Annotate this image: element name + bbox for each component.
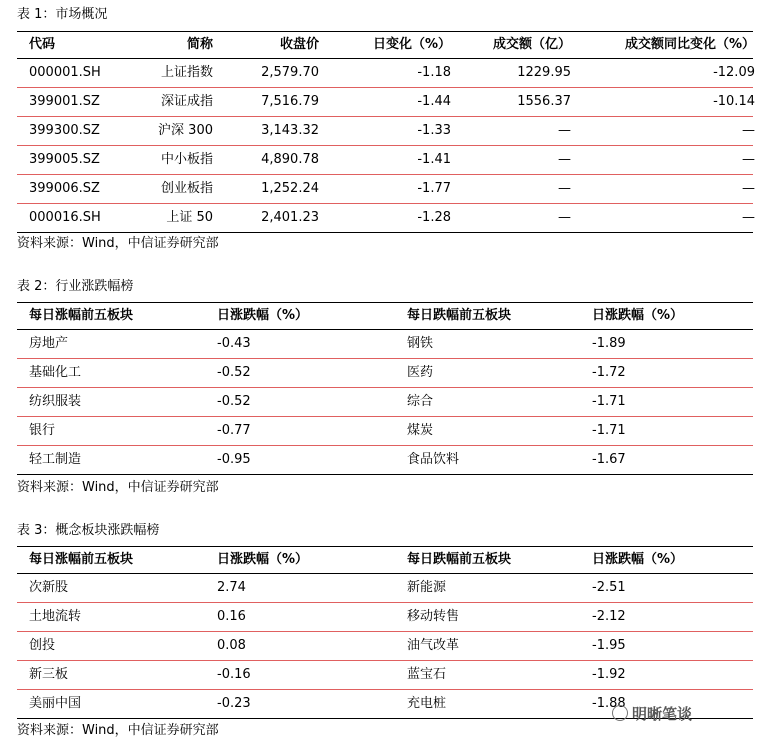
table-cell: -0.95 — [217, 452, 251, 467]
table-cell: 银行 — [29, 423, 56, 438]
table-row — [17, 59, 753, 88]
table-cell: 钢铁 — [407, 336, 434, 351]
table-row — [17, 146, 753, 175]
table-cell: -1.95 — [592, 638, 626, 653]
table-cell: -1.44 — [417, 94, 451, 109]
watermark-text: 明晰笔谈 — [632, 705, 693, 723]
table-cell: 上证 50 — [166, 210, 213, 225]
table-cell: 基础化工 — [29, 365, 82, 380]
table-cell: -10.14 — [713, 94, 755, 109]
table-cell: 综合 — [407, 394, 434, 409]
table-row — [17, 175, 753, 204]
table-cell: -1.77 — [417, 181, 451, 196]
table-cell: -0.77 — [217, 423, 251, 438]
table-cell: 次新股 — [29, 580, 69, 595]
table-cell: 纺织服装 — [29, 394, 82, 409]
table-cell: 食品饮料 — [407, 452, 460, 467]
table2-caption: 表 2：行业涨跌幅榜 — [17, 279, 134, 294]
table-cell: — — [558, 210, 571, 225]
table-cell: 2.74 — [217, 580, 246, 595]
table-cell: 399001.SZ — [29, 94, 100, 109]
table-cell: 创投 — [29, 638, 56, 653]
table-row — [17, 388, 753, 417]
market-overview-table — [17, 31, 753, 230]
column-header: 日涨跌幅（%） — [592, 308, 684, 323]
table-cell: — — [558, 152, 571, 167]
table-cell: 3,143.32 — [261, 123, 319, 138]
table-cell: 油气改革 — [407, 638, 460, 653]
table-cell: -1.41 — [417, 152, 451, 167]
table-header-row — [17, 31, 753, 59]
table-cell: -1.71 — [592, 394, 626, 409]
table-cell: -1.18 — [417, 65, 451, 80]
table-cell: — — [558, 123, 571, 138]
table-cell: -1.92 — [592, 667, 626, 682]
table-cell: 美丽中国 — [29, 696, 82, 711]
watermark — [612, 703, 692, 724]
column-header: 日涨跌幅（%） — [217, 308, 309, 323]
table-row — [17, 661, 753, 690]
column-header: 每日跌幅前五板块 — [407, 552, 512, 567]
table-cell: -1.72 — [592, 365, 626, 380]
table-row — [17, 359, 753, 388]
table-cell: 000016.SH — [29, 210, 101, 225]
column-header: 每日涨幅前五板块 — [29, 552, 134, 567]
column-header: 日涨跌幅（%） — [217, 552, 309, 567]
table-cell: 蓝宝石 — [407, 667, 447, 682]
table-cell: — — [742, 181, 755, 196]
table-cell: -0.23 — [217, 696, 251, 711]
table-cell: -0.52 — [217, 365, 251, 380]
table-cell: 深证成指 — [160, 94, 213, 109]
table-cell: 0.16 — [217, 609, 246, 624]
column-header: 每日涨幅前五板块 — [29, 308, 134, 323]
table-cell: -0.16 — [217, 667, 251, 682]
table-row — [17, 117, 753, 146]
table-cell: -2.12 — [592, 609, 626, 624]
table-row — [17, 446, 753, 475]
table-cell: 沪深 300 — [158, 123, 213, 138]
table1-caption: 表 1：市场概况 — [17, 7, 108, 22]
table-cell: 房地产 — [29, 336, 69, 351]
table-cell: -0.52 — [217, 394, 251, 409]
table1-source: 资料来源：Wind，中信证券研究部 — [17, 236, 219, 251]
table-cell: -2.51 — [592, 580, 626, 595]
table2-source: 资料来源：Wind，中信证券研究部 — [17, 480, 219, 495]
table-cell: 中小板指 — [160, 152, 213, 167]
column-header: 成交额同比变化（%） — [624, 37, 755, 52]
table-cell: 充电桩 — [407, 696, 447, 711]
table-header-row — [17, 546, 753, 574]
table-cell: -1.88 — [592, 696, 626, 711]
table-cell: -0.43 — [217, 336, 251, 351]
table-row — [17, 88, 753, 117]
column-header: 代码 — [29, 37, 56, 52]
table-cell: 0.08 — [217, 638, 246, 653]
table-row — [17, 603, 753, 632]
table-cell: -1.33 — [417, 123, 451, 138]
industry-ranking-table — [17, 302, 753, 472]
table-cell: 2,401.23 — [261, 210, 319, 225]
table3-caption: 表 3：概念板块涨跌幅榜 — [17, 523, 160, 538]
column-header: 成交额（亿） — [492, 37, 571, 52]
column-header: 每日跌幅前五板块 — [407, 308, 512, 323]
table-cell: 1229.95 — [517, 65, 571, 80]
table-row — [17, 574, 753, 603]
concept-ranking-table — [17, 546, 753, 716]
table-cell: — — [742, 152, 755, 167]
table-cell: 1,252.24 — [261, 181, 319, 196]
table-cell: 1556.37 — [517, 94, 571, 109]
table-cell: 医药 — [407, 365, 434, 380]
table-row — [17, 330, 753, 359]
table-cell: 创业板指 — [160, 181, 213, 196]
wechat-icon — [612, 705, 628, 721]
table-cell: -1.28 — [417, 210, 451, 225]
table-cell: 土地流转 — [29, 609, 82, 624]
table-cell: 4,890.78 — [261, 152, 319, 167]
column-header: 日涨跌幅（%） — [592, 552, 684, 567]
table-cell: 移动转售 — [407, 609, 460, 624]
table-cell: 上证指数 — [160, 65, 213, 80]
column-header: 简称 — [186, 37, 213, 52]
table-cell: — — [742, 123, 755, 138]
table-cell: 7,516.79 — [261, 94, 319, 109]
table-cell: 399005.SZ — [29, 152, 100, 167]
column-header: 日变化（%） — [372, 37, 451, 52]
table3-source: 资料来源：Wind，中信证券研究部 — [17, 723, 219, 738]
table-cell: — — [742, 210, 755, 225]
table-header-row — [17, 302, 753, 330]
table-cell: -1.67 — [592, 452, 626, 467]
table-cell: 轻工制造 — [29, 452, 82, 467]
table-cell: -1.71 — [592, 423, 626, 438]
table-cell: 399006.SZ — [29, 181, 100, 196]
table-cell: 煤炭 — [407, 423, 434, 438]
table-row — [17, 204, 753, 233]
table-cell: 2,579.70 — [261, 65, 319, 80]
table-row — [17, 417, 753, 446]
table-cell: 399300.SZ — [29, 123, 100, 138]
table-cell: 新三板 — [29, 667, 69, 682]
column-header: 收盘价 — [279, 37, 319, 52]
table-cell: — — [558, 181, 571, 196]
table-row — [17, 632, 753, 661]
table-cell: -1.89 — [592, 336, 626, 351]
table-cell: 000001.SH — [29, 65, 101, 80]
table-cell: 新能源 — [407, 580, 447, 595]
table-cell: -12.09 — [713, 65, 755, 80]
